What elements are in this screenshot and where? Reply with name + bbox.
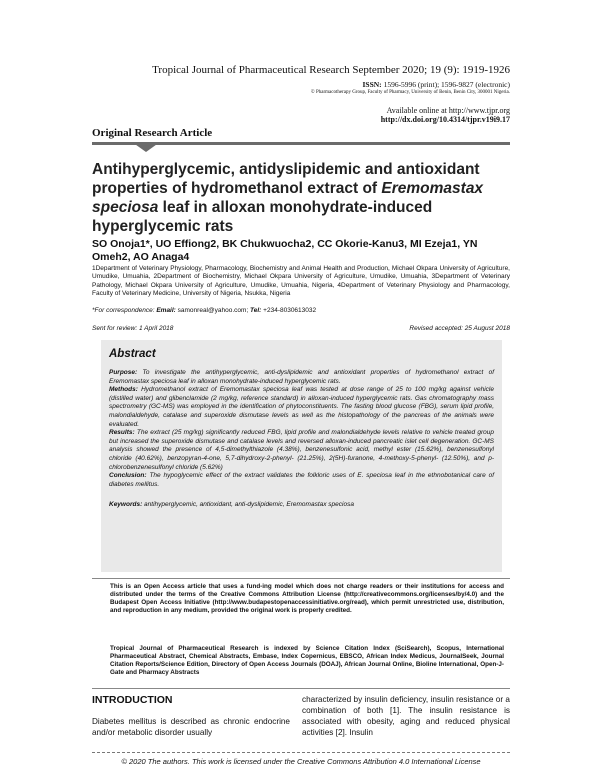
license-footer: © 2020 The authors. This work is licensed under the Creative Commons Attribution 4.0 International License (121, 757, 481, 766)
abstract-box (101, 340, 502, 572)
issn-label: ISSN: (362, 80, 382, 89)
open-access-note: This is an Open Access article that uses a fund-ing model which does not charge readers or their institutions for access and distributed under the terms of the Creative Commons Attribution License (http://creativecommons.org/licenses/by/4.0) and the Budapest Open Access Initiative (http://www.budapestopenaccessinitiative.org/read), which permit unrestricted use, distribution, and reproduction in any medium, provided the original work is properly credited. (110, 583, 504, 614)
results-text: The extract (25 mg/kg) significantly reduced FBG, lipid profile and malondialdehyde levels relative to vehicle treated group but increased the superoxide dismutase and catalase levels and reversed alloxan-induced pancreatic islet cell degeneration. GC-MS analysis showed the presence of 4,5-dimethylthiazole (4.38%), benzenesulfonic acid, methyl ester (15.62%), benzenesulfonyl chloride (40.62%), benzopyran-4-one, 5,7-dihydroxy-2-phenyl- (21.25%), 2(5H)-furanone, 4-methoxy-5-phenyl- (12.50%), and p-chlorobenzenesulfonyl chloride (5.62%) (109, 429, 494, 471)
available-online: Available online at http://www.tjpr.org (386, 106, 510, 115)
title-species: Eremomastax speciosa (92, 180, 484, 216)
title-part-2: leaf in alloxan monohydrate-induced hyperglycemic rats (92, 199, 433, 235)
abstract-methods (109, 386, 494, 429)
tel-label: Tel: (250, 307, 262, 314)
author-list: SO Onoja1*, UO Effiong2, BK Chukwuocha2, CC Okorie-Kanu3, MI Ezeja1, YN Omeh2, AO Anaga4 (92, 238, 478, 263)
abstract-purpose (109, 369, 494, 386)
purpose-text: To investigate the antihyperglycemic, anti-dyslipidemic and antioxidant properties of hydromethanol extract of Eremomastax speciosa leaf in alloxan monohydrate-induced hyperglycemic rats. (109, 369, 494, 385)
article-type-arrow (132, 142, 160, 152)
conclusion-label: Conclusion: (109, 472, 147, 480)
journal-citation: Tropical Journal of Pharmaceutical Research September 2020; 19 (9): 1919-1926 (152, 64, 510, 76)
abstract-results (109, 429, 494, 472)
divider (92, 578, 510, 579)
methods-label: Methods: (109, 386, 138, 394)
issn-value: 1596-5996 (print); 1596-9827 (electronic) (383, 80, 510, 89)
telephone: +234-8030613032 (263, 307, 317, 314)
indexing-note: Tropical Journal of Pharmaceutical Research is indexed by Science Citation Index (SciSearch), Scopus, International Pharmaceutical Abstract, Chemical Abstracts, Embase, Index Copernicus, EBSCO, African Index Medicus, JournalSeek, Journal Citation Reports/Science Edition, Directory of Open Access Journals (DOAJ), African Journal Online, Bioline International, Open-J-Gate and Pharmacy Abstracts (110, 645, 504, 676)
correspondence: *For correspondence: Email: samonreal@yahoo.com; Tel: +234-8030613032 (92, 307, 317, 314)
keywords (109, 501, 494, 508)
issn-line (250, 80, 510, 89)
results-label: Results: (109, 429, 135, 437)
purpose-label: Purpose: (109, 369, 138, 376)
sent-for-review: Sent for review: 1 April 2018 (92, 325, 174, 332)
email-address[interactable]: samonreal@yahoo.com (177, 307, 247, 314)
divider (92, 688, 510, 689)
abstract-conclusion (109, 472, 494, 489)
email-label: Email: (156, 307, 176, 314)
affiliations: 1Department of Veterinary Physiology, Pharmacology, Biochemistry and Animal Health and Production, Michael Okpara University of Agriculture, Umudike, Umuahia, 2Department of Biochemistry, Michael Okpara University of Agriculture, Umudike, Umuahia, 3Department of Veterinary Pathology, Michael Okpara University of Agriculture, Umudike, Umuahia, Nigeria, 4Department of Veterinary Physiology and Pharmacology, Faculty of Veterinary Medicine, University of Nigeria, Nsukka, Nigeria (92, 265, 510, 297)
revised-accepted: Revised accepted: 25 August 2018 (409, 325, 510, 332)
conclusion-text: The hypoglycemic effect of the extract validates the folkloric uses of E. speciosa leaf in the ethnobotanical care of diabetes mellitus. (109, 472, 494, 488)
footer-divider (92, 752, 510, 753)
abstract-heading: Abstract (109, 348, 156, 360)
correspondence-label: *For correspondence: (92, 307, 155, 314)
keywords-text: antihyperglycemic, antioxidant, anti-dyslipidemic, Eremomastax speciosa (144, 501, 354, 509)
methods-text: Hydromethanol extract of Eremomastax speciosa leaf was tested at dose range of 25 to 100 mg/kg against vehicle (distilled water) and glibenclamide (2 mg/kg, reference standard) in alloxan-induced hyperglycemic rats. Gas chromatography mass spectrometry (GC-MS) was employed in the identification of phytoconstituents. The fasting blood glucose (FBG), serum lipid profile, malondialdehyde, catalase and superoxide dismutase levels as well as the histopathology of the pancreas of the animals were evaluated. (109, 386, 494, 428)
article-type: Original Research Article (92, 127, 213, 139)
article-title (92, 160, 510, 236)
title-part-1: Antihyperglycemic, antidyslipidemic and antioxidant properties of hydromethanol extract of (92, 161, 480, 197)
doi-link[interactable]: http://dx.doi.org/10.4314/tjpr.v19i9.17 (380, 115, 510, 124)
keywords-label: Keywords: (109, 501, 143, 509)
introduction-left-column: Diabetes mellitus is described as chronic endocrine and/or metabolic disorder usually (92, 717, 290, 737)
introduction-heading: INTRODUCTION (92, 694, 173, 706)
publisher-line: © Pharmacotherapy Group, Faculty of Pharmacy, University of Benin, Benin City, 300001 Nigeria. (310, 90, 510, 95)
introduction-right-column: characterized by insulin deficiency, insulin resistance or a combination of both [1]. The insulin resistance is associated with obesity, aging and reduced physical activities [2]. Insulin (302, 695, 510, 737)
